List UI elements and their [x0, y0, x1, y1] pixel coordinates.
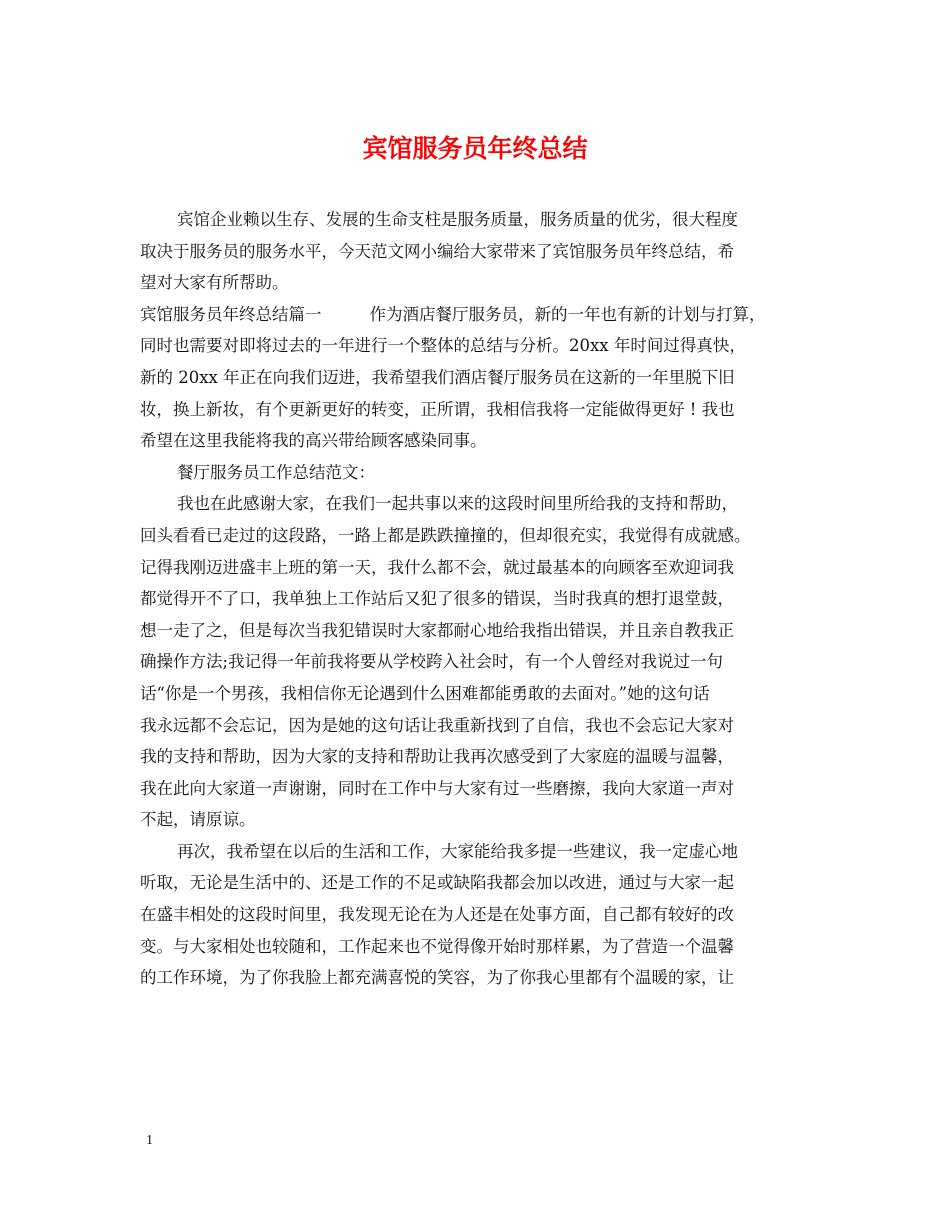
document-title: 宾馆服务员年终总结	[362, 134, 588, 163]
text-line: 的工作环境，为了你我脸上都充满喜悦的笑容，为了你我心里都有个温暖的家，让	[140, 968, 734, 988]
text-line: 记得我刚迈进盛丰上班的第一天，我什么都不会，就过最基本的向顾客至欢迎词我	[140, 557, 734, 577]
text-line: 回头看看已走过的这段路，一路上都是跌跌撞撞的，但却很充实，我觉得有成就感。	[140, 525, 751, 545]
text-line: 妆，换上新妆，有个更新更好的转变，正所谓，我相信我将一定能做得更好 ! 我也	[140, 399, 735, 419]
section-text: 作为酒店餐厅服务员，新的一年也有新的计划与打算，	[369, 304, 766, 324]
text-line: 都觉得开不了口，我单独上工作站后又犯了很多的错误，当时我真的想打退堂鼓，	[140, 589, 734, 609]
text-line: 在盛丰相处的这段时间里，我发现无论在为人还是在处事方面，自己都有较好的改	[140, 905, 734, 925]
text-line: 不起，请原谅。	[140, 810, 256, 830]
text-line: 听取，无论是生活中的、还是工作的不足或缺陷我都会加以改进，通过与大家一起	[140, 873, 734, 893]
section-heading: 宾馆服务员年终总结篇一	[140, 304, 322, 324]
text-line: 再次，我希望在以后的生活和工作，大家能给我多提一些建议，我一定虚心地	[177, 841, 738, 861]
text-line: 我永远都不会忘记，因为是她的这句话让我重新找到了自信，我也不会忘记大家对	[140, 715, 734, 735]
text-line: 新的 20xx 年正在向我们迈进，我希望我们酒店餐厅服务员在这新的一年里脱下旧	[140, 367, 735, 387]
text-line: 同时也需要对即将过去的一年进行一个整体的总结与分析。20xx 年时间过得真快，	[140, 336, 746, 356]
text-line: 话“你是一个男孩，我相信你无论遇到什么困难都能勇敢的去面对。”她的这句话	[140, 683, 710, 703]
text-line: 取决于服务员的服务水平，今天范文网小编给大家带来了宾馆服务员年终总结，希	[140, 241, 734, 261]
text-line: 我在此向大家道一声谢谢，同时在工作中与大家有过一些磨擦，我向大家道一声对	[140, 778, 734, 798]
text-line: 望对大家有所帮助。	[140, 273, 289, 293]
document-body	[140, 204, 820, 994]
text-line: 我的支持和帮助，因为大家的支持和帮助让我再次感受到了大家庭的温暖与温馨，	[140, 747, 734, 767]
text-line: 我也在此感谢大家，在我们一起共事以来的这段时间里所给我的支持和帮助，	[177, 494, 738, 514]
text-line: 餐厅服务员工作总结范文：	[177, 462, 375, 482]
text-line: 宾馆企业赖以生存、发展的生命支柱是服务质量，服务质量的优劣，很大程度	[177, 210, 738, 229]
page-number: 1	[146, 1133, 153, 1148]
text-line: 希望在这里我能将我的高兴带给顾客感染同事。	[140, 431, 487, 451]
text-line: 确操作方法;我记得一年前我将要从学校跨入社会时，有一个人曾经对我说过一句	[140, 652, 724, 672]
text-line: 变。与大家相处也较随和，工作起来也不觉得像开始时那样累，为了营造一个温馨	[140, 936, 734, 956]
text-line: 想一走了之，但是每次当我犯错误时大家都耐心地给我指出错误，并且亲自教我正	[140, 620, 734, 640]
section-line	[140, 299, 820, 331]
